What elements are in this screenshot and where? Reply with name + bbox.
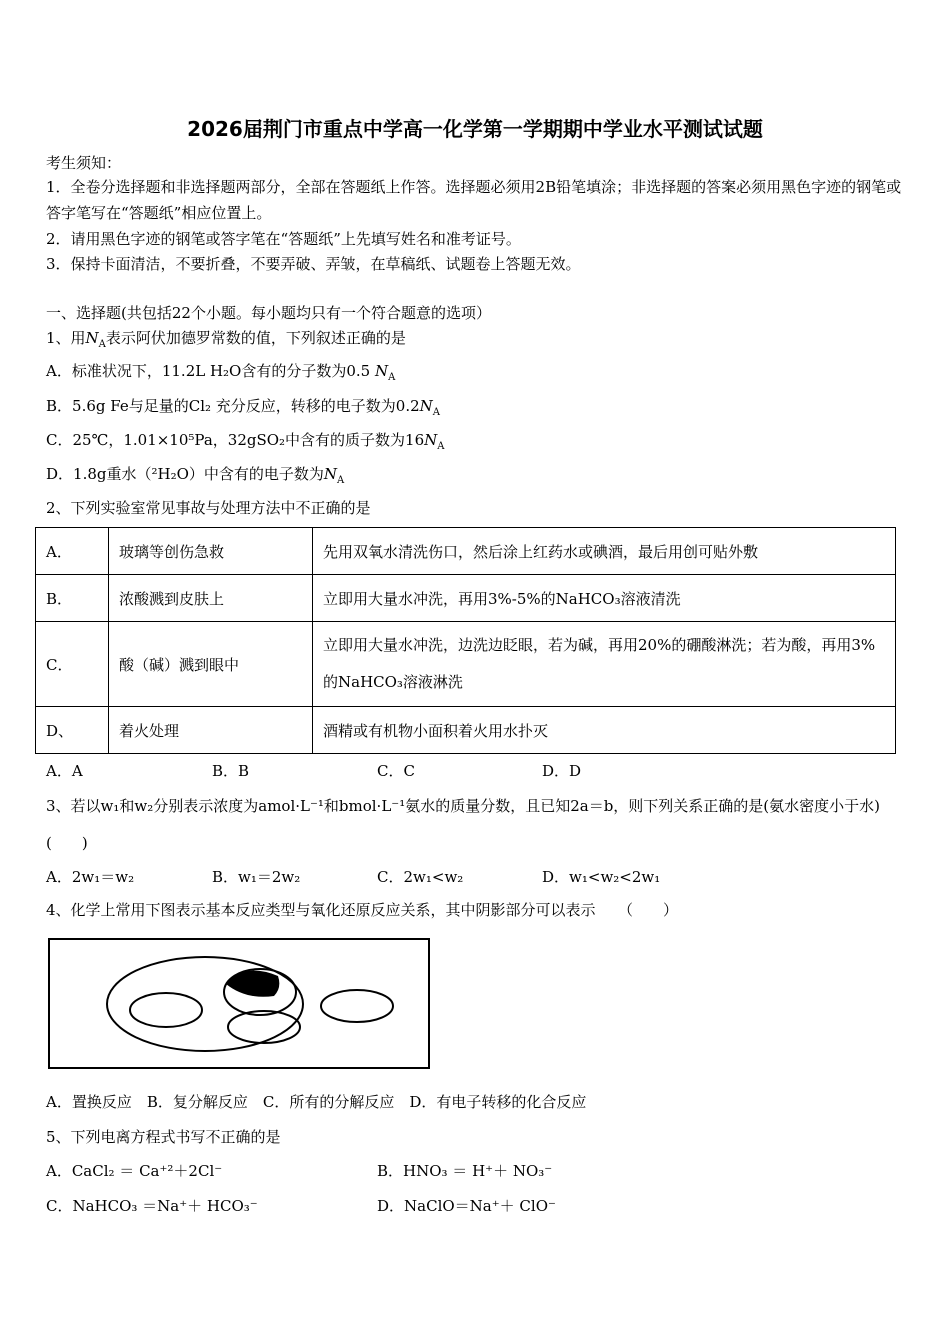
- table-cell-key: C．: [36, 622, 109, 707]
- na-subscript: A: [437, 441, 445, 452]
- q3-stem: 3、若以w₁和w₂分别表示浓度为amol·L⁻¹和bmol·L⁻¹氨水的质量分数，且已知2a＝b，则下列关系正确的是(氨水密度小于水)( ): [46, 797, 881, 852]
- table-cell-method: 酒精或有机物小面积着火用水扑灭: [313, 707, 896, 754]
- q1-option-b-text: B．5.6g Fe与足量的Cl₂ 充分反应，转移的电子数为0.2: [46, 397, 420, 415]
- q5-stem: 5、下列电离方程式书写不正确的是: [46, 1128, 281, 1146]
- na-symbol: N: [374, 362, 389, 380]
- na-subscript: A: [432, 407, 440, 418]
- table-cell-key: B．: [36, 575, 109, 622]
- q2-option-b: B．B: [212, 762, 250, 780]
- page-title: 2026届荆门市重点中学高一化学第一学期期中学业水平测试试题: [187, 117, 763, 141]
- q1-option-d-text: D．1.8g重水（²H₂O）中含有的电子数为: [46, 465, 324, 483]
- q5-option-b: B．HNO₃ ＝ H⁺＋ NO₃⁻: [377, 1162, 553, 1180]
- table-cell-case: 酸（碱）溅到眼中: [109, 622, 313, 707]
- q3-option-b: B．w₁＝2w₂: [212, 868, 301, 886]
- q1-stem: [46, 327, 406, 350]
- q4-options: A．置换反应 B．复分解反应 C．所有的分解反应 D．有电子转移的化合反应: [46, 1093, 587, 1111]
- q2-option-c: C．C: [377, 762, 415, 780]
- q5-option-d: D．NaClO＝Na⁺＋ ClO⁻: [377, 1197, 556, 1215]
- q4-stem: 4、化学上常用下图表示基本反应类型与氧化还原反应关系，其中阴影部分可以表示 （ ）: [46, 901, 679, 919]
- table-cell-case: 浓酸溅到皮肤上: [109, 575, 313, 622]
- table-cell-key: A．: [36, 528, 109, 575]
- q1-stem-prefix: 1、用: [46, 329, 86, 347]
- table-cell-key: D、: [36, 707, 109, 754]
- table-cell-case: 玻璃等创伤急救: [109, 528, 313, 575]
- q1-option-a: [46, 360, 395, 383]
- q3-option-c: C．2w₁<w₂: [377, 868, 464, 886]
- q1-option-c: [46, 429, 445, 452]
- table-row: [36, 528, 896, 575]
- q5-option-c: C．NaHCO₃ ＝Na⁺＋ HCO₃⁻: [46, 1197, 258, 1215]
- table-cell-method: 先用双氧水清洗伤口，然后涂上红药水或碘酒，最后用创可贴外敷: [313, 528, 896, 575]
- q1-option-a-text: A．标准状况下，11.2L H₂O含有的分子数为0.5: [46, 362, 375, 380]
- venn-shaded-region: [226, 971, 279, 997]
- q1-option-c-text: C．25℃，1.01×10⁵Pa，32gSO₂中含有的质子数为16: [46, 431, 425, 449]
- section-heading: 一、选择题(共包括22个小题。每小题均只有一个符合题意的选项）: [46, 304, 491, 322]
- notice-heading: 考生须知：: [46, 154, 122, 172]
- q2-option-d: D．D: [542, 762, 582, 780]
- na-symbol: N: [424, 431, 438, 449]
- na-symbol: N: [323, 465, 338, 483]
- notice-item-3: 3．保持卡面清洁，不要折叠，不要弄破、弄皱，在草稿纸、试题卷上答题无效。: [46, 255, 581, 273]
- table-cell-case: 着火处理: [109, 707, 313, 754]
- table-row: [36, 575, 896, 622]
- q1-option-d: [46, 463, 344, 486]
- table-cell-method: 立即用大量水冲洗，边洗边眨眼，若为碱，再用20%的硼酸淋洗；若为酸，再用3%的NaHCO₃溶液淋洗: [313, 622, 896, 707]
- q2-stem: 2、下列实验室常见事故与处理方法中不正确的是: [46, 499, 371, 517]
- table-cell-method: 立即用大量水冲洗，再用3%-5%的NaHCO₃溶液清洗: [313, 575, 896, 622]
- notice-item-2: 2．请用黑色字迹的钢笔或答字笔在“答题纸”上先填写姓名和准考证号。: [46, 230, 521, 248]
- q3-option-d: D．w₁<w₂<2w₁: [542, 868, 661, 886]
- q2-table: [35, 527, 896, 754]
- na-symbol: N: [419, 397, 433, 415]
- table-row: [36, 707, 896, 754]
- na-subscript: A: [98, 339, 106, 350]
- venn-diagram: [48, 938, 431, 1070]
- venn-left-ellipse: [130, 993, 202, 1027]
- q1-option-b: [46, 395, 440, 418]
- q1-stem-suffix: 表示阿伏加德罗常数的值，下列叙述正确的是: [105, 329, 406, 347]
- table-row: [36, 622, 896, 707]
- q2-option-a: A．A: [46, 762, 83, 780]
- q5-option-a: A．CaCl₂ ＝ Ca⁺²＋2Cl⁻: [46, 1162, 223, 1180]
- na-subscript: A: [337, 475, 345, 486]
- q3-option-a: A．2w₁＝w₂: [46, 868, 135, 886]
- notice-item-1: 1．全卷分选择题和非选择题两部分，全部在答题纸上作答。选择题必须用2B铅笔填涂；非选择题的答案必须用黑色字迹的钢笔或答字笔写在“答题纸”相应位置上。: [46, 178, 902, 222]
- venn-right-ellipse: [321, 990, 393, 1022]
- na-subscript: A: [388, 372, 396, 383]
- na-symbol: N: [85, 329, 99, 347]
